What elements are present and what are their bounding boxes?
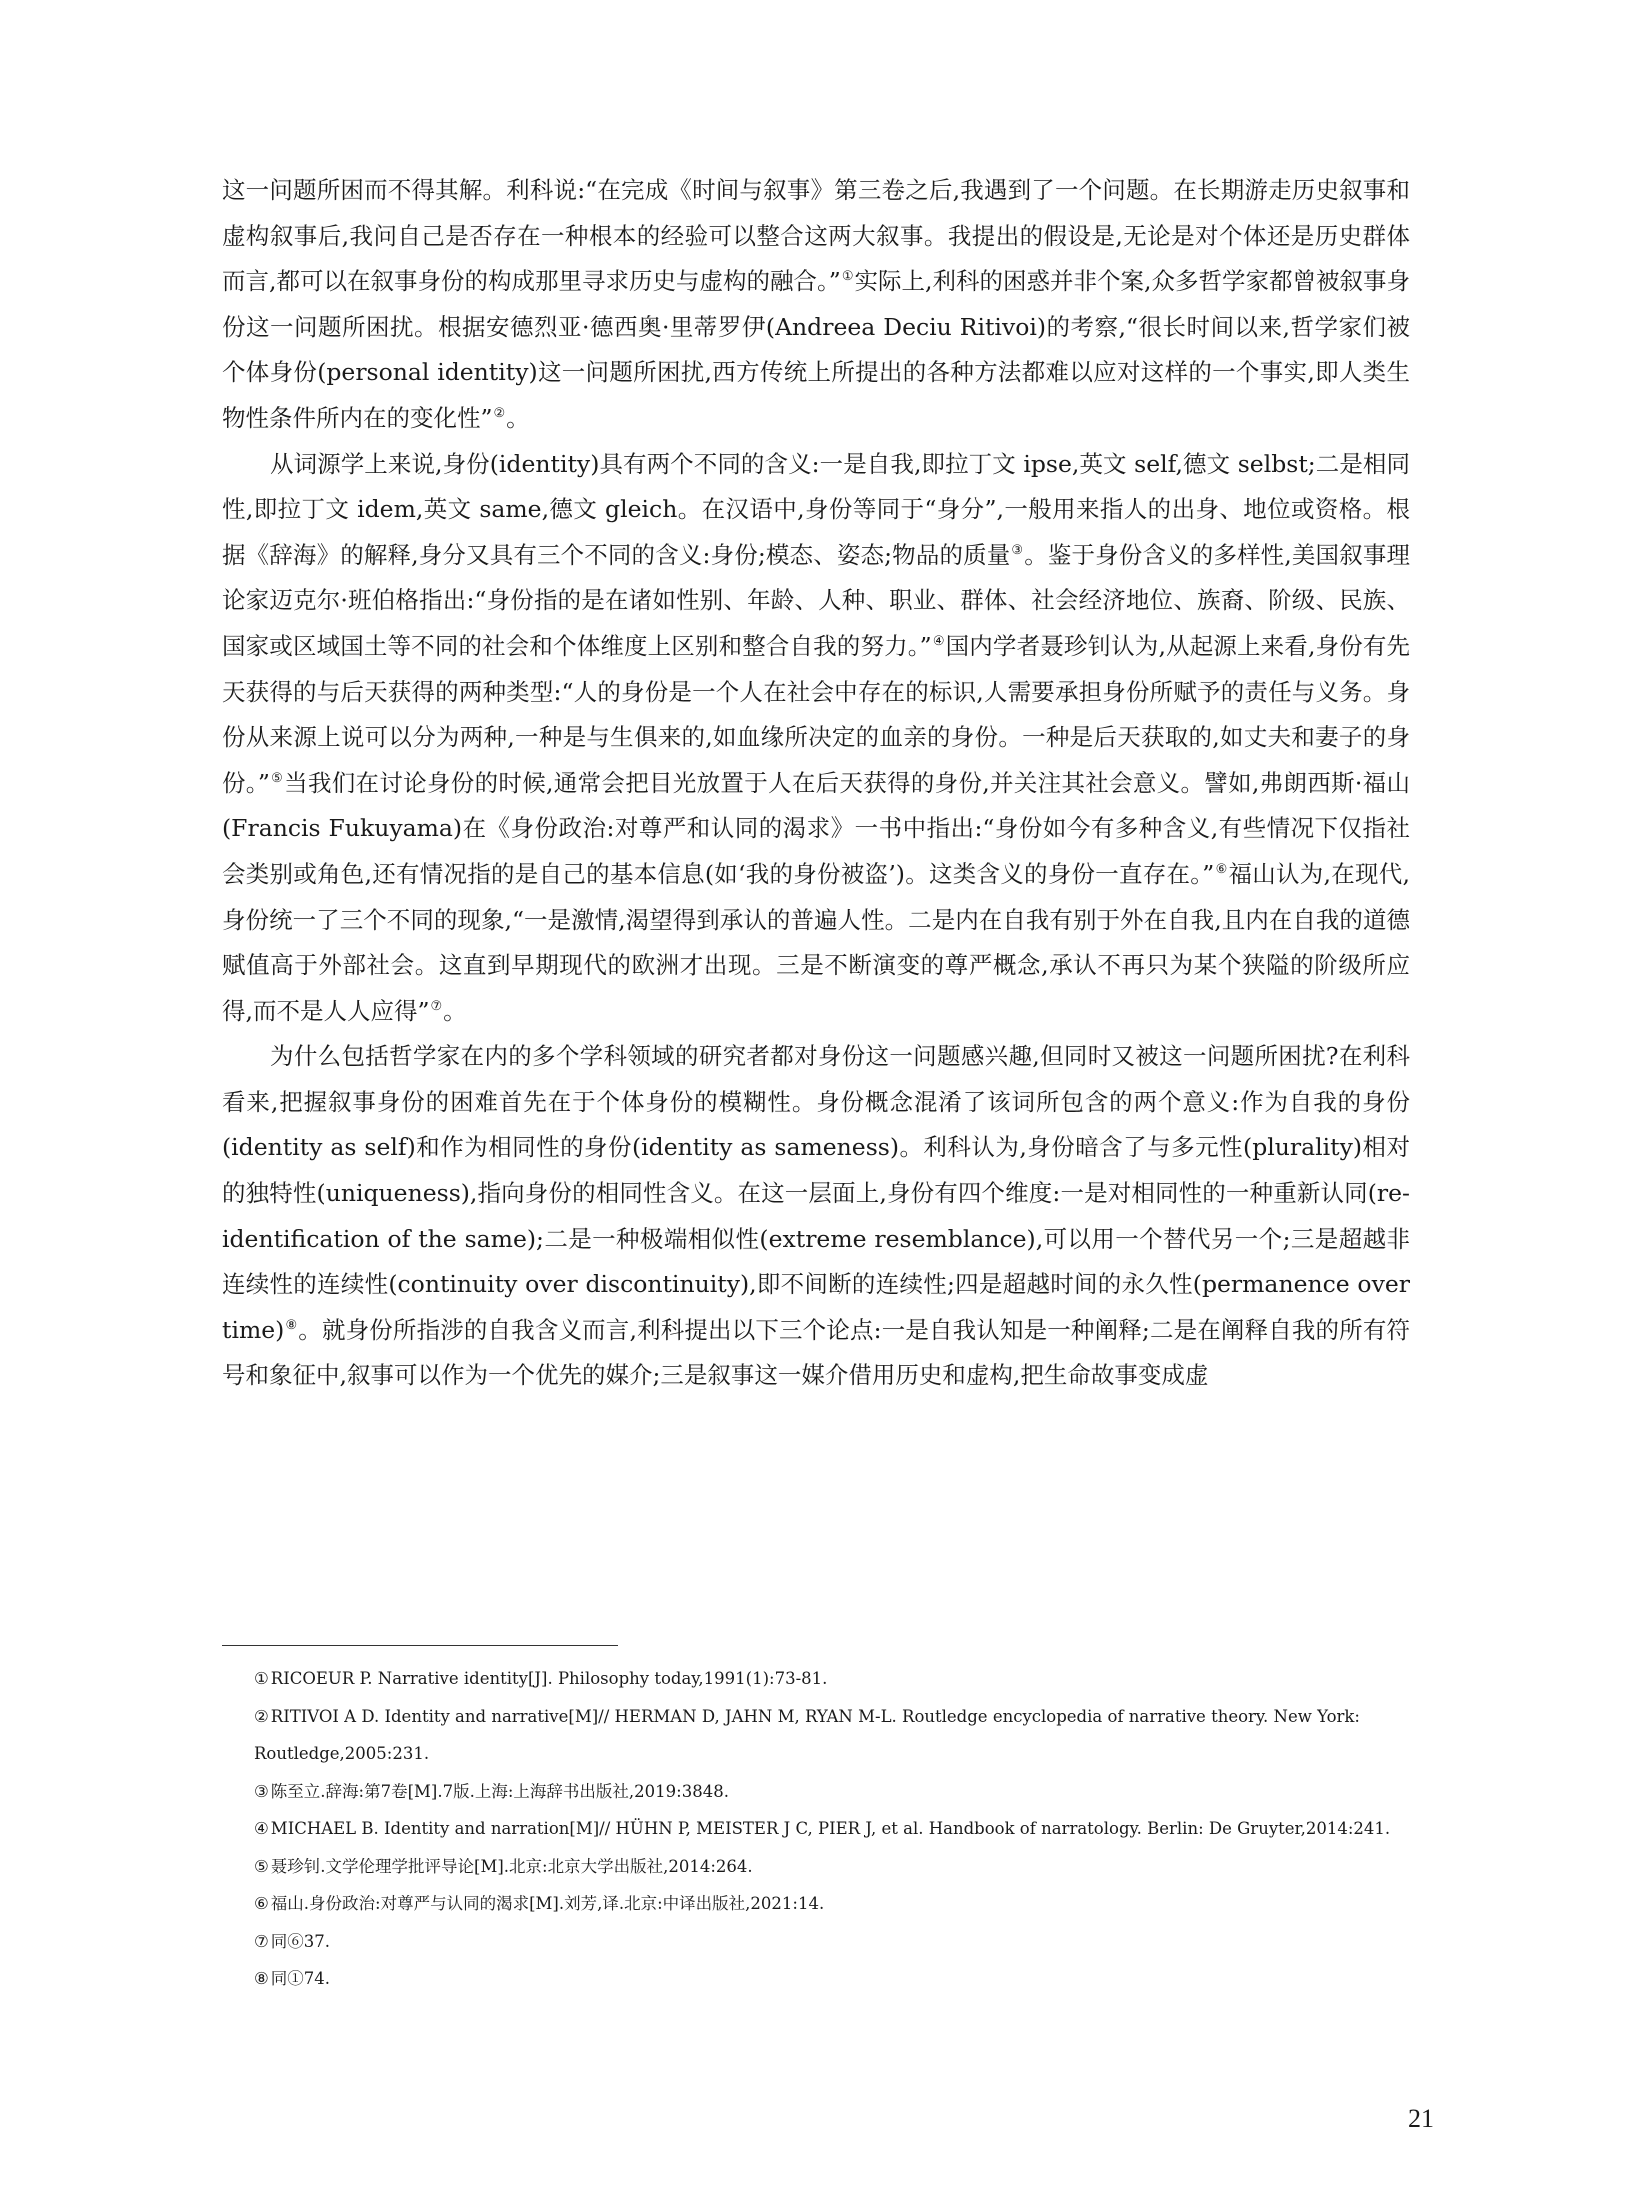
footnote-text: MICHAEL B. Identity and narration[M]// HÜHN P, MEISTER J C, PIER J, et al. Handbook of narratology. Berlin: De Gruyter,2014:241. [270,1819,1391,1838]
footnote-ref-7[interactable]: ⑦ [430,998,443,1014]
footnote-3 [222,1773,1410,1811]
footnote-mark: ⑤ [254,1856,269,1876]
footnote-mark: ① [254,1669,269,1688]
footnote-text: RITIVOI A D. Identity and narrative[M]// HERMAN D, JAHN M, RYAN M-L. Routledge encyclopedia of narrative theory. New York: Routledge,2005:231. [254,1706,1360,1763]
paragraph-1-text-2: 实际上,利科的困惑并非个案,众多哲学家都曾被叙事身份这一问题所困扰。根据安德烈亚·德西奥·里蒂罗伊(Andreea Deciu Ritivoi)的考察,“很长时间以来,哲学家们被个体身份(personal identity)这一问题所困扰,西方传统上所提出的各种方法都难以应对这样的一个事实,即人类生物性条件所内在的变化性” [222,267,1411,432]
footnote-text: 同①74. [270,1969,331,1988]
footnote-ref-2[interactable]: ② [493,406,506,422]
body-text [222,168,1410,1399]
footnote-mark: ⑥ [254,1894,269,1913]
paragraph-2-text-3: 国内学者聂珍钊认为,从起源上来看,身份有先天获得的与后天获得的两种类型:“人的身份是一个人在社会中存在的标识,人需要承担身份所赋予的责任与义务。身份从来源上说可以分为两种,一种是与生俱来的,如血缘所决定的血亲的身份。一种是后天获取的,如丈夫和妻子的身份。” [222,631,1410,797]
paragraph-2 [222,442,1410,1035]
footnote-text: 陈至立.辞海:第7卷[M].7版.上海:上海辞书出版社,2019:3848. [270,1781,729,1801]
footnote-mark: ⑧ [254,1969,269,1988]
footnote-ref-6[interactable]: ⑥ [1215,862,1228,878]
footnote-8 [222,1960,1410,1998]
paragraph-2-text-6: 。 [443,996,467,1025]
footnote-ref-3[interactable]: ③ [1011,542,1024,558]
footnote-mark: ④ [254,1819,269,1838]
footnote-text: 同⑥37. [270,1931,331,1951]
footnote-text: RICOEUR P. Narrative identity[J]. Philosophy today,1991(1):73-81. [270,1669,828,1688]
paragraph-2-text-4: 当我们在讨论身份的时候,通常会把目光放置于人在后天获得的身份,并关注其社会意义。譬如,弗朗西斯·福山(Francis Fukuyama)在《身份政治:对尊严和认同的渴求》一书中指出:“身份如今有多种含义,有些情况下仅指社会类别或角色,还有情况指的是自己的基本信息(如‘我的身份被盗’)。这类含义的身份一直存在。” [222,768,1410,888]
paragraph-1-text-1: 这一问题所困而不得其解。利科说:“在完成《时间与叙事》第三卷之后,我遇到了一个问题。在长期游走历史叙事和虚构叙事后,我问自己是否存在一种根本的经验可以整合这两大叙事。我提出的假设是,无论是对个体还是历史群体而言,都可以在叙事身份的构成那里寻求历史与虚构的融合。” [222,176,1410,296]
paragraph-2-text-1: 从词源学上来说,身份(identity)具有两个不同的含义:一是自我,即拉丁文 ipse,英文 self,德文 selbst;二是相同性,即拉丁文 idem,英文 same,德文 gleich。在汉语中,身份等同于“身分”,一般用来指人的出身、地位或资格。根据《辞海》的解释,身分又具有三个不同的含义:身份;模态、姿态;物品的质量 [222,449,1410,569]
paragraph-2-text-5: 福山认为,在现代,身份统一了三个不同的现象,“一是激情,渴望得到承认的普遍人性。二是内在自我有别于外在自我,且内在自我的道德赋值高于外部社会。这直到早期现代的欧洲才出现。三是不断演变的尊严概念,承认不再只为某个狭隘的阶级所应得,而不是人人应得” [222,859,1410,1025]
footnote-mark: ⑦ [254,1931,269,1951]
footnotes [222,1660,1410,1998]
page-number: 21 [1408,2104,1434,2133]
paragraph-2-text-2: 。鉴于身份含义的多样性,美国叙事理论家迈克尔·班伯格指出:“身份指的是在诸如性别、年龄、人种、职业、群体、社会经济地位、族裔、阶级、民族、国家或区域国土等不同的社会和个体维度上区别和整合自我的努力。” [222,540,1410,660]
footnote-4 [222,1810,1410,1848]
footnote-text: 福山.身份政治:对尊严与认同的渴求[M].刘芳,译.北京:中译出版社,2021:14. [270,1894,825,1913]
footnote-ref-4[interactable]: ④ [932,634,945,650]
footnote-2 [222,1698,1410,1773]
paragraph-1 [222,168,1410,442]
footnote-7 [222,1923,1410,1961]
footnote-mark: ③ [254,1781,269,1801]
footnote-text: 聂珍钊.文学伦理学批评导论[M].北京:北京大学出版社,2014:264. [270,1856,753,1876]
paragraph-1-text-3: 。 [506,403,530,432]
paragraph-3 [222,1034,1410,1399]
footnote-6 [222,1885,1410,1923]
footnote-5 [222,1848,1410,1886]
footnote-separator [222,1645,618,1646]
footnote-1 [222,1660,1410,1698]
paragraph-3-text-1: 为什么包括哲学家在内的多个学科领域的研究者都对身份这一问题感兴趣,但同时又被这一问题所困扰?在利科看来,把握叙事身份的困难首先在于个体身份的模糊性。身份概念混淆了该词所包含的两个意义:作为自我的身份(identity as self)和作为相同性的身份(identity as sameness)。利科认为,身份暗含了与多元性(plurality)相对的独特性(uniqueness),指向身份的相同性含义。在这一层面上,身份有四个维度:一是对相同性的一种重新认同(re-identification of the same);二是一种极端相似性(extreme resemblance),可以用一个替代另一个;三是超越非连续性的连续性(continuity over discontinuity),即不间断的连续性;四是超越时间的永久性(permanence over time) [222,1042,1410,1344]
footnote-mark: ② [254,1706,269,1726]
footnote-ref-8[interactable]: ⑧ [285,1318,298,1334]
paragraph-3-text-2: 。就身份所指涉的自我含义而言,利科提出以下三个论点:一是自我认知是一种阐释;二是在阐释自我的所有符号和象征中,叙事可以作为一个优先的媒介;三是叙事这一媒介借用历史和虚构,把生命故事变成虚 [222,1315,1410,1390]
footnote-ref-5[interactable]: ⑤ [270,770,284,786]
footnote-ref-1[interactable]: ① [841,269,854,285]
